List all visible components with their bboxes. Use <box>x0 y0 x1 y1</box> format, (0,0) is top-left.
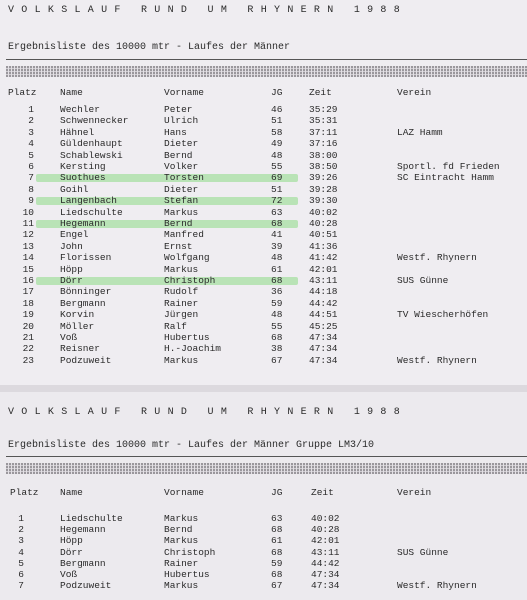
cell-rank: 4 <box>28 138 34 150</box>
table-row <box>0 138 527 149</box>
cell-vorname: Dieter <box>164 138 199 150</box>
cell-zeit: 41:36 <box>309 240 338 252</box>
table-row <box>0 580 527 591</box>
table-header-group <box>0 487 527 498</box>
cell-name: Schwennecker <box>60 115 129 127</box>
cell-rank: 15 <box>22 263 34 275</box>
cell-name: Dörr <box>60 546 83 558</box>
cell-rank: 7 <box>18 580 24 592</box>
cell-rank: 22 <box>22 343 34 355</box>
cell-jg: 51 <box>271 115 283 127</box>
cell-jg: 58 <box>271 126 283 138</box>
table-row <box>0 252 527 263</box>
cell-name: Hegemann <box>60 524 106 536</box>
cell-rank: 2 <box>28 115 34 127</box>
cell-name: Höpp <box>60 263 83 275</box>
cell-verein: Westf. Rhynern <box>397 252 477 264</box>
cell-vorname: Rudolf <box>164 286 199 298</box>
cell-jg: 51 <box>271 183 283 195</box>
cell-rank: 21 <box>22 332 34 343</box>
cell-name: Liedschulte <box>60 206 123 218</box>
table-row <box>0 195 527 206</box>
cell-rank: 23 <box>22 354 34 366</box>
cell-vorname: Dieter <box>164 183 199 195</box>
cell-rank: 1 <box>28 104 34 115</box>
cell-name: Voß <box>60 569 78 580</box>
cell-name: Podzuweit <box>60 580 112 592</box>
cell-zeit: 35:29 <box>309 104 338 115</box>
results-subtitle-group: Ergebnisliste des 10000 mtr - Laufes der Männer Gruppe LM3/10 <box>8 440 375 451</box>
results-subtitle: Ergebnisliste des 10000 mtr - Laufes der Männer <box>8 42 291 53</box>
cell-name: John <box>60 240 83 252</box>
cell-vorname: Hubertus <box>164 569 210 580</box>
cell-jg: 59 <box>271 557 283 569</box>
cell-name: Möller <box>60 320 95 332</box>
header-jg: JG <box>271 487 283 498</box>
table-row <box>0 115 527 126</box>
table-row <box>0 161 527 172</box>
cell-vorname: Bernd <box>164 149 193 161</box>
cell-vorname: Hans <box>164 126 187 138</box>
header-zeit: Zeit <box>309 87 332 98</box>
cell-vorname: Markus <box>164 580 199 592</box>
cell-rank: 12 <box>22 229 34 241</box>
cell-jg: 48 <box>271 309 283 321</box>
cell-jg: 63 <box>271 206 283 218</box>
table-row <box>0 355 527 366</box>
divider-line-group <box>6 456 527 457</box>
cell-jg: 68 <box>271 524 283 536</box>
cell-zeit: 43:11 <box>309 275 338 286</box>
cell-vorname: Markus <box>164 206 199 218</box>
cell-rank: 8 <box>28 183 34 195</box>
header-name: Name <box>60 87 83 98</box>
table-row <box>0 150 527 161</box>
cell-zeit: 47:34 <box>309 343 338 355</box>
cell-rank: 14 <box>22 252 34 264</box>
cell-zeit: 47:34 <box>311 569 340 580</box>
cell-zeit: 38:00 <box>309 149 338 161</box>
header-vorname: Vorname <box>164 487 204 498</box>
cell-verein: LAZ Hamm <box>397 126 443 138</box>
cell-name: Voß <box>60 332 78 343</box>
table-row <box>0 535 527 546</box>
cell-name: Höpp <box>60 535 83 547</box>
cell-jg: 48 <box>271 149 283 161</box>
results-sheet-group <box>0 392 527 600</box>
cell-jg: 36 <box>271 286 283 298</box>
cell-vorname: Volker <box>164 161 199 172</box>
cell-zeit: 44:42 <box>311 557 340 569</box>
cell-vorname: Christoph <box>164 546 216 558</box>
cell-name: Reisner <box>60 343 100 355</box>
table-row <box>0 558 527 569</box>
cell-jg: 61 <box>271 535 283 547</box>
cell-name: Kersting <box>60 161 106 172</box>
cell-rank: 1 <box>18 513 24 524</box>
cell-vorname: Markus <box>164 535 199 547</box>
cell-verein: Sportl. fd Frieden <box>397 161 500 172</box>
cell-vorname: Bernd <box>164 524 193 536</box>
cell-vorname: Rainer <box>164 557 199 569</box>
cell-rank: 3 <box>28 126 34 138</box>
table-row <box>0 298 527 309</box>
cell-jg: 55 <box>271 320 283 332</box>
table-row <box>0 218 527 229</box>
header-verein: Verein <box>397 487 432 498</box>
cell-rank: 2 <box>18 524 24 536</box>
cell-zeit: 37:16 <box>309 138 338 150</box>
table-row <box>0 513 527 524</box>
table-row <box>0 241 527 252</box>
cell-vorname: Markus <box>164 263 199 275</box>
cell-name: Korvin <box>60 309 95 321</box>
cell-name: Schablewski <box>60 149 123 161</box>
divider-line <box>6 59 527 60</box>
page-gap <box>0 385 527 392</box>
cell-zeit: 39:30 <box>309 195 338 207</box>
cell-rank: 9 <box>28 195 34 207</box>
cell-rank: 4 <box>18 546 24 558</box>
table-row <box>0 264 527 275</box>
cell-jg: 46 <box>271 104 283 115</box>
cell-rank: 6 <box>28 161 34 172</box>
cell-name: Güldenhaupt <box>60 138 123 150</box>
cell-zeit: 41:42 <box>309 252 338 264</box>
hatched-band-group <box>6 463 527 474</box>
cell-vorname: Christoph <box>164 275 216 286</box>
table-row <box>0 275 527 286</box>
cell-zeit: 40:28 <box>311 524 340 536</box>
cell-zeit: 39:26 <box>309 172 338 184</box>
cell-rank: 13 <box>22 240 34 252</box>
cell-name: Hähnel <box>60 126 95 138</box>
header-name: Name <box>60 487 83 498</box>
cell-vorname: Manfred <box>164 229 204 241</box>
cell-verein: Westf. Rhynern <box>397 580 477 592</box>
cell-zeit: 38:50 <box>309 161 338 172</box>
table-row <box>0 569 527 580</box>
cell-rank: 3 <box>18 535 24 547</box>
cell-jg: 68 <box>271 275 283 286</box>
cell-jg: 67 <box>271 580 283 592</box>
cell-vorname: Ralf <box>164 320 187 332</box>
table-row <box>0 286 527 297</box>
cell-vorname: Ulrich <box>164 115 199 127</box>
cell-vorname: Stefan <box>164 195 199 207</box>
cell-jg: 63 <box>271 513 283 524</box>
cell-vorname: Markus <box>164 354 199 366</box>
cell-verein: TV Wiescherhöfen <box>397 309 489 321</box>
cell-zeit: 43:11 <box>311 546 340 558</box>
cell-zeit: 47:34 <box>309 354 338 366</box>
cell-jg: 68 <box>271 569 283 580</box>
cell-vorname: Bernd <box>164 218 193 229</box>
cell-jg: 41 <box>271 229 283 241</box>
cell-rank: 5 <box>18 557 24 569</box>
cell-jg: 72 <box>271 195 283 207</box>
header-platz: Platz <box>10 487 39 498</box>
cell-name: Bergmann <box>60 557 106 569</box>
table-row <box>0 172 527 183</box>
cell-zeit: 40:02 <box>311 513 340 524</box>
cell-jg: 39 <box>271 240 283 252</box>
table-row <box>0 207 527 218</box>
table-row <box>0 332 527 343</box>
cell-zeit: 35:31 <box>309 115 338 127</box>
cell-rank: 11 <box>22 218 34 229</box>
cell-verein: Westf. Rhynern <box>397 354 477 366</box>
cell-name: Liedschulte <box>60 513 123 524</box>
cell-name: Langenbach <box>60 195 118 207</box>
cell-rank: 16 <box>22 275 34 286</box>
table-header <box>0 87 527 98</box>
cell-vorname: Jürgen <box>164 309 199 321</box>
cell-verein: SC Eintracht Hamm <box>397 172 494 184</box>
cell-name: Wechler <box>60 104 100 115</box>
header-zeit: Zeit <box>311 487 334 498</box>
cell-rank: 19 <box>22 309 34 321</box>
cell-rank: 17 <box>22 286 34 298</box>
cell-jg: 69 <box>271 172 283 184</box>
cell-zeit: 42:01 <box>311 535 340 547</box>
header-jg: JG <box>271 87 283 98</box>
table-row <box>0 524 527 535</box>
cell-jg: 48 <box>271 252 283 264</box>
cell-zeit: 44:51 <box>309 309 338 321</box>
cell-verein: SUS Günne <box>397 275 449 286</box>
cell-verein: SUS Günne <box>397 546 449 558</box>
cell-jg: 59 <box>271 297 283 309</box>
event-title: VOLKSLAUF RUND UM RHYNERN 1988 <box>8 5 408 16</box>
table-row <box>0 127 527 138</box>
cell-jg: 68 <box>271 332 283 343</box>
cell-jg: 55 <box>271 161 283 172</box>
cell-jg: 49 <box>271 138 283 150</box>
cell-zeit: 37:11 <box>309 126 338 138</box>
cell-zeit: 44:18 <box>309 286 338 298</box>
cell-vorname: Markus <box>164 513 199 524</box>
cell-rank: 18 <box>22 297 34 309</box>
cell-zeit: 47:34 <box>311 580 340 592</box>
cell-vorname: Hubertus <box>164 332 210 343</box>
cell-jg: 38 <box>271 343 283 355</box>
table-row <box>0 229 527 240</box>
cell-vorname: H.-Joachim <box>164 343 222 355</box>
cell-name: Podzuweit <box>60 354 112 366</box>
cell-vorname: Rainer <box>164 297 199 309</box>
table-row <box>0 547 527 558</box>
cell-name: Hegemann <box>60 218 106 229</box>
cell-rank: 10 <box>22 206 34 218</box>
cell-name: Dörr <box>60 275 83 286</box>
cell-name: Engel <box>60 229 89 241</box>
cell-jg: 68 <box>271 546 283 558</box>
header-platz: Platz <box>8 87 37 98</box>
cell-name: Bönninger <box>60 286 112 298</box>
table-row <box>0 309 527 320</box>
cell-zeit: 42:01 <box>309 263 338 275</box>
cell-zeit: 45:25 <box>309 320 338 332</box>
hatched-band <box>6 66 527 77</box>
event-title-group: VOLKSLAUF RUND UM RHYNERN 1988 <box>8 407 408 418</box>
cell-zeit: 40:28 <box>309 218 338 229</box>
cell-rank: 7 <box>28 172 34 184</box>
cell-vorname: Wolfgang <box>164 252 210 264</box>
cell-vorname: Torsten <box>164 172 204 184</box>
cell-name: Bergmann <box>60 297 106 309</box>
table-row <box>0 184 527 195</box>
cell-zeit: 39:28 <box>309 183 338 195</box>
cell-name: Goihl <box>60 183 89 195</box>
cell-rank: 20 <box>22 320 34 332</box>
cell-jg: 67 <box>271 354 283 366</box>
cell-jg: 61 <box>271 263 283 275</box>
cell-jg: 68 <box>271 218 283 229</box>
cell-zeit: 47:34 <box>309 332 338 343</box>
cell-zeit: 40:02 <box>309 206 338 218</box>
cell-name: Suothues <box>60 172 106 184</box>
header-verein: Verein <box>397 87 432 98</box>
table-row <box>0 104 527 115</box>
table-row <box>0 321 527 332</box>
table-row <box>0 343 527 354</box>
cell-rank: 5 <box>28 149 34 161</box>
cell-zeit: 40:51 <box>309 229 338 241</box>
cell-vorname: Peter <box>164 104 193 115</box>
cell-zeit: 44:42 <box>309 297 338 309</box>
cell-name: Florissen <box>60 252 112 264</box>
cell-rank: 6 <box>18 569 24 580</box>
header-vorname: Vorname <box>164 87 204 98</box>
cell-vorname: Ernst <box>164 240 193 252</box>
